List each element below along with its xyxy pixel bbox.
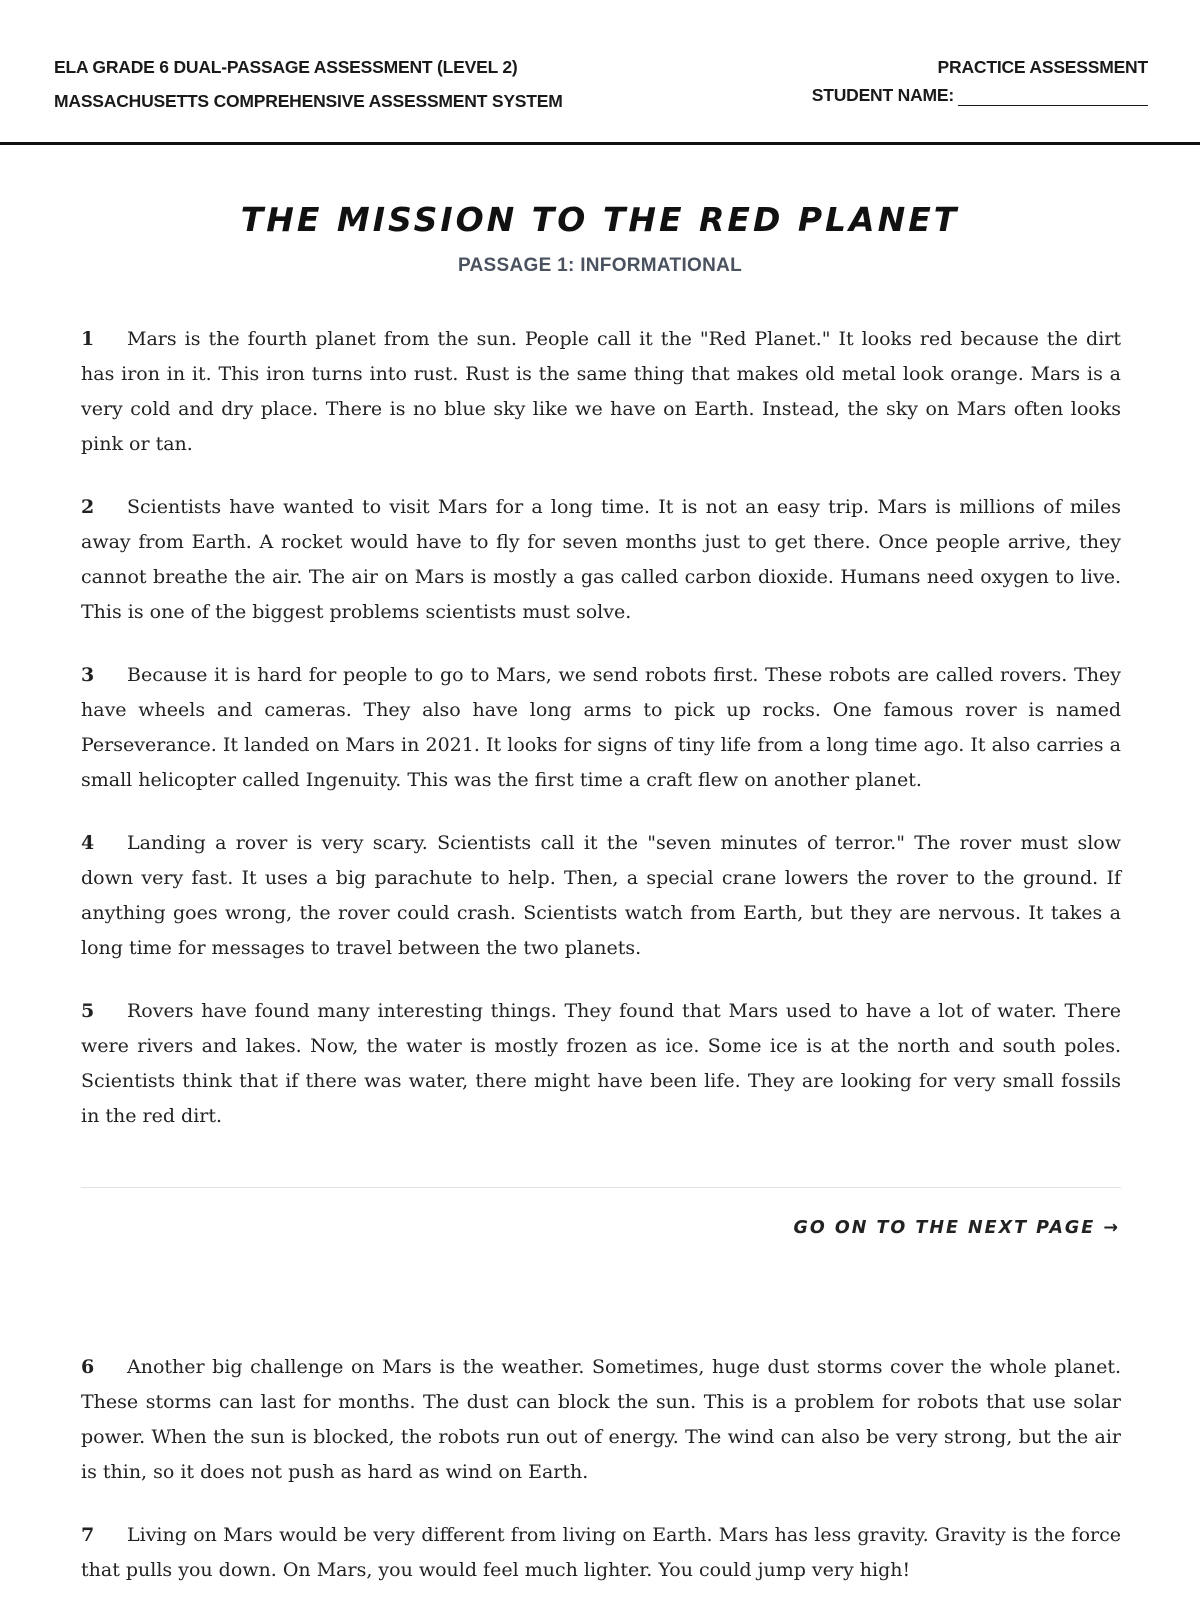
paragraph-2 xyxy=(81,490,1121,630)
assessment-title: ELA GRADE 6 DUAL-PASSAGE ASSESSMENT (LEVEL 2) xyxy=(54,57,518,77)
paragraph-number: 2 xyxy=(81,496,95,518)
paragraph-text: Mars is the fourth planet from the sun. People call it the "Red Planet." It looks red because the dirt has iron in it. This iron turns into rust. Rust is the same thing that makes old metal look orange. Mars is a very cold and dry place. There is no blue sky like we have on Earth. Instead, the sky on Mars often looks pink or tan. xyxy=(81,328,1121,455)
paragraph-4 xyxy=(81,826,1121,966)
header-left xyxy=(54,56,563,112)
paragraph-text: Because it is hard for people to go to Mars, we send robots first. These robots are called rovers. They have wheels and cameras. They also have long arms to pick up rocks. One famous rover is named Perseverance. It landed on Mars in 2021. It looks for signs of tiny life from a long time ago. It also carries a small helicopter called Ingenuity. This was the first time a craft flew on another planet. xyxy=(81,664,1121,791)
paragraph-7 xyxy=(81,1518,1121,1588)
paragraph-number: 6 xyxy=(81,1356,95,1378)
paragraph-number: 7 xyxy=(81,1524,95,1546)
next-page-link[interactable]: GO ON TO THE NEXT PAGE → xyxy=(793,1218,1120,1238)
divider xyxy=(81,1187,1121,1188)
paragraph-number: 3 xyxy=(81,664,95,686)
paragraph-5 xyxy=(81,994,1121,1134)
student-name-row xyxy=(812,84,1148,106)
passage-subtitle: PASSAGE 1: INFORMATIONAL xyxy=(457,255,743,276)
student-name-blank[interactable] xyxy=(958,88,1148,106)
paragraph-text: Rovers have found many interesting things. They found that Mars used to have a lot of water. There were rivers and lakes. Now, the water is mostly frozen as ice. Some ice is at the north and south poles. Scientists think that if there was water, there might have been life. They are looking for very small fossils in the red dirt. xyxy=(81,1000,1121,1127)
paragraph-text: Landing a rover is very scary. Scientists call it the "seven minutes of terror." The rover must slow down very fast. It uses a big parachute to help. Then, a special crane lowers the rover to the ground. If anything goes wrong, the rover could crash. Scientists watch from Earth, but they are nervous. It takes a long time for messages to travel between the two planets. xyxy=(81,832,1121,959)
paragraph-number: 1 xyxy=(81,328,95,350)
student-name-label: STUDENT NAME: xyxy=(811,85,954,105)
header-right xyxy=(812,56,1148,106)
paragraph-text: Scientists have wanted to visit Mars for a long time. It is not an easy trip. Mars is millions of miles away from Earth. A rocket would have to fly for seven months just to get there. Once people arrive, they cannot breathe the air. The air on Mars is mostly a gas called carbon dioxide. Humans need oxygen to live. This is one of the biggest problems scientists must solve. xyxy=(81,496,1121,623)
paragraph-text: Living on Mars would be very different from living on Earth. Mars has less gravity. Gravity is the force that pulls you down. On Mars, you would feel much lighter. You could jump very high! xyxy=(81,1524,1121,1581)
passage-title: THE MISSION TO THE RED PLANET xyxy=(240,200,960,239)
paragraph-6 xyxy=(81,1350,1121,1490)
paragraph-1 xyxy=(81,322,1121,462)
paragraph-number: 5 xyxy=(81,1000,95,1022)
paragraph-number: 4 xyxy=(81,832,95,854)
practice-label: PRACTICE ASSESSMENT xyxy=(937,57,1148,77)
paragraph-3 xyxy=(81,658,1121,798)
page-header xyxy=(0,0,1200,145)
system-name: MASSACHUSETTS COMPREHENSIVE ASSESSMENT SYSTEM xyxy=(54,91,563,111)
paragraph-text: Another big challenge on Mars is the weather. Sometimes, huge dust storms cover the whole planet. These storms can last for months. The dust can block the sun. This is a problem for robots that use solar power. When the sun is blocked, the robots run out of energy. The wind can also be very strong, but the air is thin, so it does not push as hard as wind on Earth. xyxy=(81,1356,1121,1483)
